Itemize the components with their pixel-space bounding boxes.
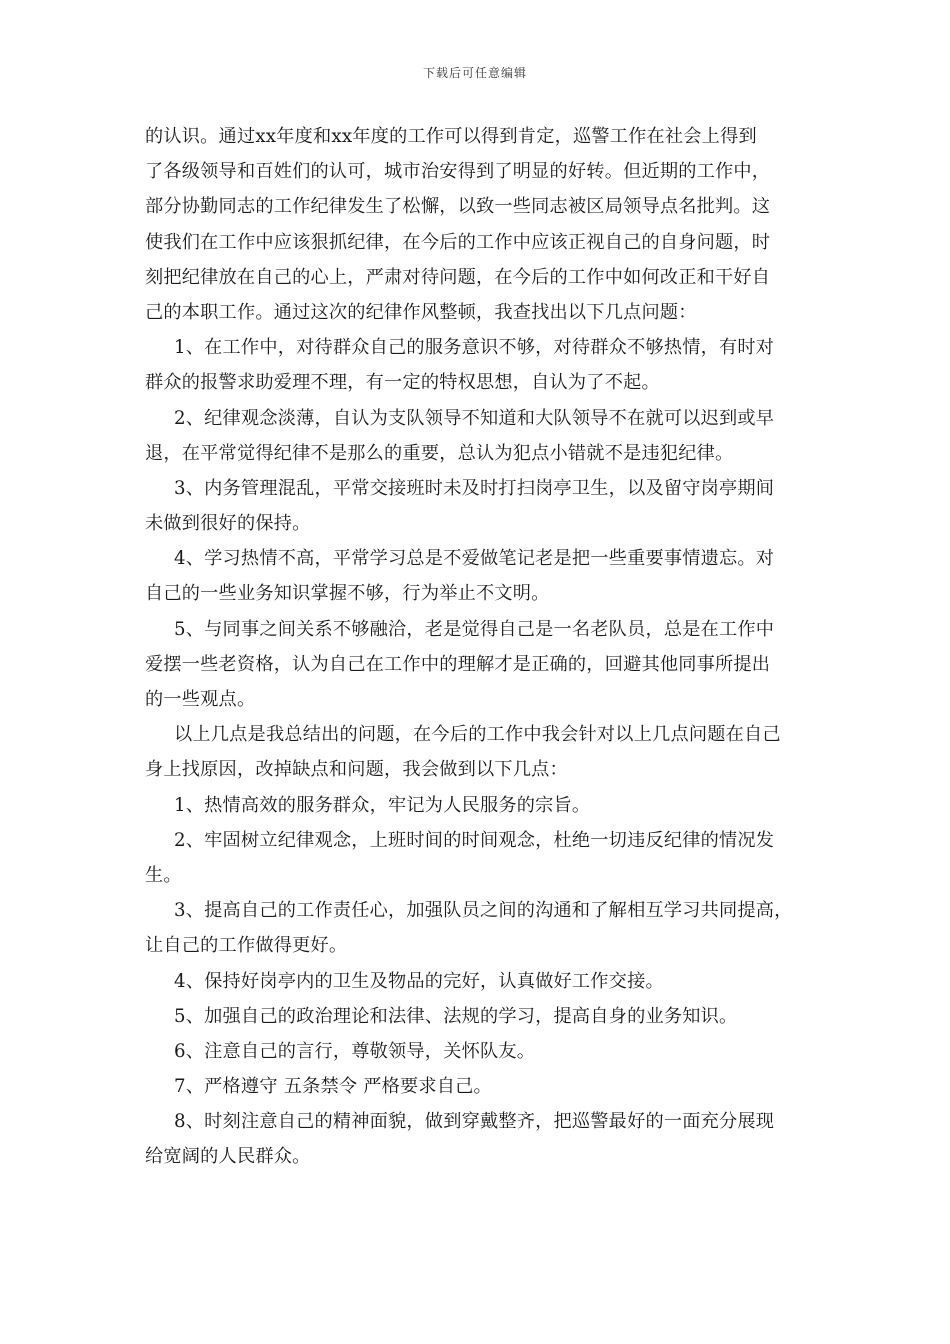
text-line: 让自己的工作做得更好。 xyxy=(145,935,348,957)
page-header: 下载后可任意编辑 xyxy=(422,66,527,80)
text-line: 爱摆一些老资格，认为自己在工作中的理解才是正确的，回避其他同事所提出 xyxy=(145,653,771,675)
measure-item-8: 8、时刻注意自己的精神面貌，做到穿戴整齐，把巡警最好的一面充分展现 xyxy=(174,1111,775,1133)
text-line: 生。 xyxy=(145,864,182,886)
text-line: 给宽阔的人民群众。 xyxy=(145,1146,311,1168)
text-line: 退，在平常觉得纪律不是那么的重要，总认为犯点小错就不是违犯纪律。 xyxy=(145,442,734,464)
measure-item-3: 3、提高自己的工作责任心，加强队员之间的沟通和了解相互学习共同提高， xyxy=(174,900,793,922)
measure-item-4: 4、保持好岗亭内的卫生及物品的完好，认真做好工作交接。 xyxy=(174,970,664,992)
measure-item-1: 1、热情高效的服务群众，牢记为人民服务的宗旨。 xyxy=(174,794,591,816)
measure-item-7: 7、严格遵守 五条禁令 严格要求自己。 xyxy=(174,1076,492,1098)
text-line: 的认识。通过xx年度和xx年度的工作可以得到肯定，巡警工作在社会上得到 xyxy=(145,126,757,147)
text-line: 群众的报警求助爱理不理，有一定的特权思想，自认为了不起。 xyxy=(145,372,660,394)
text-line: 的一些观点。 xyxy=(145,689,256,710)
text-line: 自己的一些业务知识掌握不够，行为举止不文明。 xyxy=(145,583,550,605)
measure-item-5: 5、加强自己的政治理论和法律、法规的学习，提高自身的业务知识。 xyxy=(174,1005,738,1027)
problem-item-3: 3、内务管理混乱，平常交接班时未及时打扫岗亭卫生，以及留守岗亭期间 xyxy=(174,477,775,499)
text-line: 身上找原因，改掉缺点和问题，我会做到以下几点： xyxy=(145,759,568,781)
problem-item-4: 4、学习热情不高，平常学习总是不爱做笔记老是把一些重要事情遗忘。对 xyxy=(174,548,775,570)
problem-item-2: 2、纪律观念淡薄，自认为支队领导不知道和大队领导不在就可以迟到或早 xyxy=(174,407,775,429)
measure-item-6: 6、注意自己的言行，尊敬领导，关怀队友。 xyxy=(174,1040,536,1062)
text-line: 部分协勤同志的工作纪律发生了松懈，以致一些同志被区局领导点名批判。这 xyxy=(145,196,771,218)
measure-item-2: 2、牢固树立纪律观念，上班时间的时间观念，杜绝一切违反纪律的情况发 xyxy=(174,829,775,851)
text-line: 己的本职工作。通过这次的纪律作风整顿，我查找出以下几点问题： xyxy=(145,301,697,323)
problem-item-5: 5、与同事之间关系不够融洽，老是觉得自己是一名老队员，总是在工作中 xyxy=(174,618,775,640)
text-line: 使我们在工作中应该狠抓纪律，在今后的工作中应该正视自己的自身问题，时 xyxy=(145,231,771,253)
text-line: 未做到很好的保持。 xyxy=(145,513,311,535)
text-line: 了各级领导和百姓们的认可，城市治安得到了明显的好转。但近期的工作中， xyxy=(145,161,771,183)
problem-item-1: 1、在工作中，对待群众自己的服务意识不够，对待群众不够热情，有时对 xyxy=(174,337,775,359)
text-line: 刻把纪律放在自己的心上，严肃对待问题，在今后的工作中如何改正和干好自 xyxy=(145,266,771,288)
summary-paragraph: 以上几点是我总结出的问题，在今后的工作中我会针对以上几点问题在自己 xyxy=(174,724,781,746)
document-body xyxy=(145,119,809,1175)
